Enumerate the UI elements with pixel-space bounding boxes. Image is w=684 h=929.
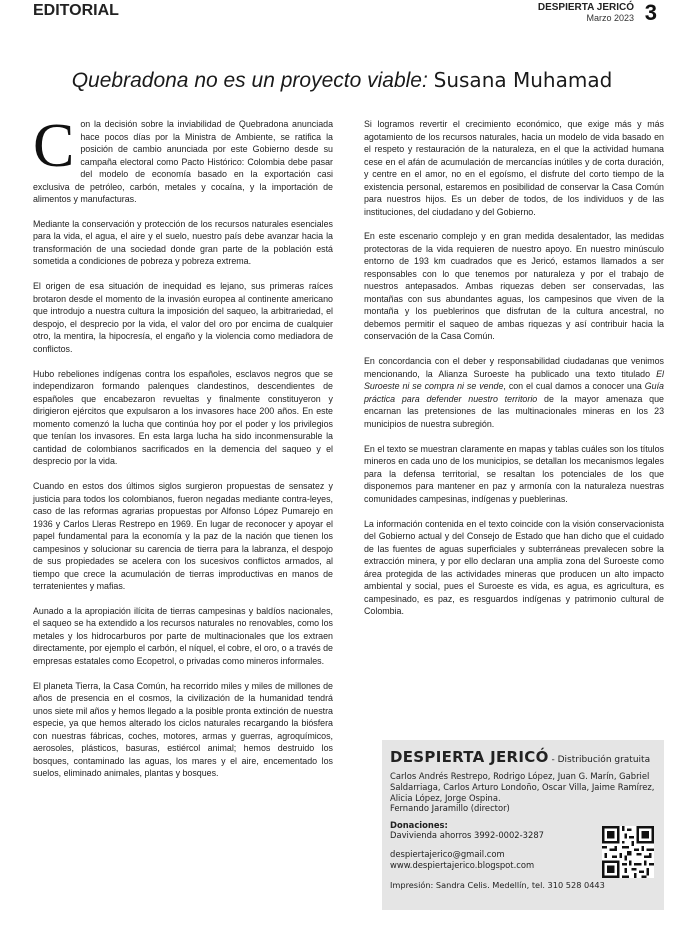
staff-names <box>390 771 656 814</box>
article-headline <box>0 68 684 93</box>
paragraph: Hubo rebeliones indígenas contra los españoles, esclavos negros que se independizaron formando palenques clandestinos, descendientes de españoles que encabezaron revueltas y finalmente constituyeron y dirigieron ejércitos que expulsaron a los invasores hace 200 años. En este momento comenzó la lucha que continúa hoy por el poder y los privilegios que tenían los invasores. En esta larga lucha ha sido inconmensurable la cantidad de colombianos sacrificados en la demencia del saqueo y el desprecio por la vida. <box>33 368 333 467</box>
paragraph: La información contenida en el texto coincide con la visión conservacionista del Gobierno actual y del Consejo de Estado que han dicho que el cuidado de las fuentes de aguas superficiales y subterráneas prevalecen sobre la extracción minera, y por ello declaran una amplia zona del Suroeste como área protegida de las actividades mineras que producen un alto impacto ambiental y social, pues el Suroeste es vida, es agua, es agricultura, es campesinado, es paz, es resguardos indígenas y patrimonio cultural de Colombia. <box>364 518 664 617</box>
paragraph: El origen de esa situación de inequidad es lejano, sus primeras raíces brotaron desde el momento de la invasión europea al continente americano que introdujo a nuestra cultura la imposición del saqueo, la arbitrariedad, el despojo, el desprecio por la vida, el valor del oro por encima de cualquier otro, la mentira, la hipocresía, el engaño y la violencia como mediadora de conflictos. <box>33 281 333 354</box>
book-title: El Suroeste ni se compra ni se vende <box>364 368 664 392</box>
paragraph: En el texto se muestran claramente en mapas y tablas cuáles son los títulos mineros en cada uno de los municipios, se detallan los mecanismos legales para la defensa territorial, se resaltan los potenciales de los que disponemos para mantener en paz y armonía con la naturaleza nuestras comunidades campesinas, indígenas y pueblerinas. <box>364 443 664 504</box>
paragraph: En este escenario complejo y en gran medida desalentador, las medidas protectoras de la vida requieren de nuestro apoyo. En nuestro minúsculo entorno de 193 km cuadrados que es Jericó, estamos llamados a ser responsables con lo que tenemos por naturaleza y por el trabajo de nuestros antepasados. Ambas riquezas deben ser conservadas, las montañas con sus abundantes aguas, los campesinos que viven de la montaña y los pueblerinos que disfrutan de la cultura ancestral, no debemos permitir el saqueo de ambas riquezas y así contribuir hacia la conservación de la Casa Común. <box>364 231 664 342</box>
paragraph-segment: de la mayor amenaza que encarnan las pretensiones de las multinacionales mineras en los 23 municipios de nuestra subregión. <box>364 393 664 429</box>
page-header <box>0 0 684 30</box>
article-title: Quebradona no es un proyecto viable: <box>71 69 428 92</box>
credits-title <box>390 748 656 766</box>
paragraph: Aunado a la apropiación ilícita de tierras campesinas y baldíos nacionales, el saqueo se ha extendido a los recursos naturales no renovables, como los metales y los hidrocarburos por parte de multinacionales que los extraen directamente, por ejemplo el carbón, el níquel, el cobre, el oro, o a través de empresas estatales como Ecopetrol, o privadas como mineros informales. <box>33 605 333 666</box>
paragraph: Cuando en estos dos últimos siglos surgieron propuestas de sensatez y justicia para todos los colombianos, fueron negadas mediante contra-leyes, caso de las reformas agrarias propuestas por Alfonso López Pumarejo en 1936 y Carlos Lleras Restrepo en 1969. En lugar de reconocer y apoyar el papel fundamental para la economía y la paz de la nación que tienen los campesinos y solucionar su carencia de tierra para la labranza, el despojo de sus propiedades se acelera con los sucesivos conflictos armados, al tiempo que crece la acumulación de tierras improductivas en manos de terratenientes y mafias. <box>33 481 333 592</box>
donations-label: Donaciones: <box>390 820 448 831</box>
article-column-left <box>33 112 333 792</box>
email-link[interactable]: despiertajerico@gmail.com <box>390 848 505 859</box>
qr-code-icon <box>602 826 654 878</box>
section-label: EDITORIAL <box>33 2 119 19</box>
website-link[interactable]: www.despiertajerico.blogspot.com <box>390 859 535 870</box>
director-line: Fernando Jaramillo (director) <box>390 803 510 814</box>
staff-list: Carlos Andrés Restrepo, Rodrigo López, Juan G. Marín, Gabriel Saldarriaga, Carlos Arturo Londoño, Oscar Villa, Jaime Ramírez, Alicia López, Jorge Ospina. <box>390 771 655 803</box>
paragraph-segment: En concordancia con el deber y responsabilidad ciudadanas que venimos mencionando, la Alianza Suroeste ha publicado una texto titulado <box>364 356 664 379</box>
donations-account: Davivienda ahorros 3992-0002-3287 <box>390 830 544 841</box>
paragraph-segment: , con el cual damos a conocer una <box>503 381 645 392</box>
paragraph <box>364 355 664 430</box>
paragraph: Mediante la conservación y protección de los recursos naturales esenciales para la vida, el agua, el aire y el suelo, nuestro país debe avanzar hacia la transformación de una sociedad donde gran parte de la población está sometida a condiciones de pobreza y pobreza extrema. <box>33 218 333 267</box>
credits-title-text: DESPIERTA JERICÓ <box>390 748 549 766</box>
paragraph: El planeta Tierra, la Casa Común, ha recorrido miles y miles de millones de años de presencia en el cosmos, la civilización de la humanidad tendrá unos siete mil años y hemos llegado a la posible pronta extinción de nuestra especie, ya que hemos alterado los ciclos naturales recargando la biósfera con nuestras fábricas, coches, motores, armas y guerras, agroquímicos, aerosoles, plásticos, basuras, estiércol animal; hemos destruido los bosques, contaminado las aguas, los mares y el aire, encementado los suelos, eliminado animales, plantas y bosques. <box>33 680 333 779</box>
printing-info: Impresión: Sandra Celis. Medellín, tel. 310 528 0443 <box>390 879 605 890</box>
paragraph-text: on la decisión sobre la inviabilidad de Quebradona anunciada hace pocos días por la Ministra de Ambiente, se ratifica la posición de cambio anunciada por este Gobierno desde su campaña electoral como Pacto Histórico: Colombia debe pasar del modelo de economía basado en la exportación casi exclusiva de petróleo, carbón, metales y cocaína, y la importación de alimentos y manufacturas. <box>33 119 333 204</box>
article-column-right <box>364 112 664 630</box>
guide-title: Guía práctica para defender nuestro territorio <box>364 381 664 404</box>
paragraph <box>33 112 333 206</box>
drop-cap: C <box>33 112 75 180</box>
issue-date: Marzo 2023 <box>586 13 634 23</box>
page-number: 3 <box>644 0 657 25</box>
paragraph: Si logramos revertir el crecimiento económico, que exige más y más agotamiento de los recursos naturales, hacia un modelo de vida basado en el respeto y restauración de la naturaleza, en el que la actividad humana cese en el afán de acumulación de mercancías inútiles y de corta duración, y centre en el amor, no en el egoísmo, el disfrute del corto tiempo de la existencia personal, estaremos en posibilidad de conservar la Casa Común para nuestros hijos. Es un deber de todos, de los individuos y de las instituciones, del ciudadano y del Gobierno. <box>364 119 664 217</box>
masthead <box>538 3 634 23</box>
credits-box <box>382 740 664 910</box>
article-author: Susana Muhamad <box>433 68 613 92</box>
publication-name: DESPIERTA JERICÓ <box>537 2 634 13</box>
credits-subtitle: - Distribución gratuita <box>548 755 651 765</box>
